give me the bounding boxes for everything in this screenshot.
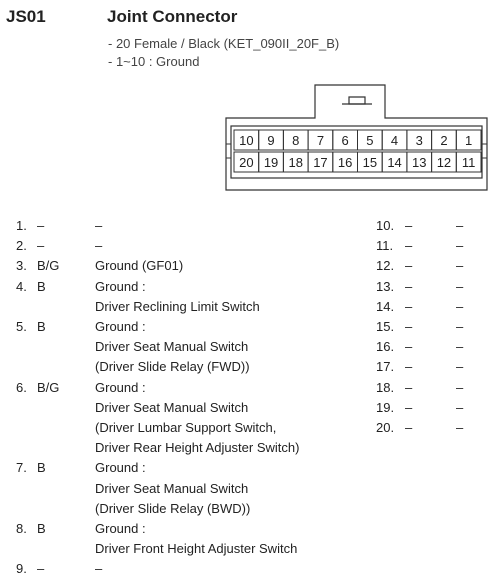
- wire-color: B/G: [37, 258, 60, 274]
- pin-description: Driver Seat Manual Switch: [95, 399, 249, 415]
- pin-description: Driver Reclining Limit Switch: [95, 298, 260, 314]
- pin-number-label: 11.: [376, 238, 394, 254]
- pin-number: 10: [239, 133, 254, 148]
- pin-number-label: 18.: [376, 379, 395, 395]
- wire-color: –: [405, 278, 413, 294]
- wire-color: –: [37, 218, 45, 233]
- connector-latch: [349, 97, 365, 104]
- pin-description: –: [456, 359, 464, 375]
- pin-description: –: [456, 339, 464, 355]
- wire-color: –: [37, 238, 45, 254]
- pin-description: Ground (GF01): [95, 258, 184, 274]
- pin-number: 3: [415, 133, 423, 148]
- pin-number: 18: [288, 155, 303, 170]
- pin-number: 1: [465, 133, 473, 148]
- wire-color: –: [405, 298, 413, 314]
- pin-number-label: 17.: [376, 359, 395, 375]
- pin-description: –: [456, 298, 464, 314]
- ground-range-note: - 1~10 : Ground: [108, 54, 200, 69]
- pin-description: –: [456, 420, 464, 435]
- pin-number-label: 7.: [16, 460, 27, 476]
- wire-color: –: [405, 258, 413, 274]
- wire-color: –: [405, 319, 413, 334]
- pin-number: 15: [362, 155, 378, 170]
- wire-color: B: [37, 278, 46, 294]
- pin-number-label: 14.: [376, 298, 395, 314]
- pin-description: –: [456, 278, 464, 294]
- pin-description: (Driver Lumbar Support Switch,: [95, 420, 277, 435]
- pin-description: Driver Front Height Adjuster Switch: [95, 541, 298, 557]
- pin-description: Ground :: [95, 278, 146, 294]
- pin-description: –: [95, 238, 103, 254]
- connector-housing: [226, 85, 487, 190]
- pin-number-label: 9.: [16, 561, 27, 577]
- pin-number-label: 20.: [376, 420, 395, 435]
- pin-description: (Driver Slide Relay (FWD)): [95, 359, 250, 375]
- pin-number: 13: [412, 155, 427, 170]
- pin-number-label: 1.: [16, 218, 27, 233]
- pin-number-label: 19.: [376, 399, 395, 415]
- pin-number: 7: [316, 133, 325, 148]
- connector-left-tab: [226, 144, 231, 158]
- pin-number-label: 2.: [16, 238, 27, 254]
- pin-number-label: 3.: [16, 258, 27, 274]
- pin-number: 4: [390, 133, 399, 148]
- pin-description: (Driver Slide Relay (BWD)): [95, 500, 251, 516]
- pin-number: 2: [440, 133, 448, 148]
- wire-color: –: [405, 359, 413, 375]
- pin-description: Ground :: [95, 521, 146, 536]
- pin-number-label: 12.: [376, 258, 395, 274]
- pin-description: –: [95, 218, 103, 233]
- pin-number-label: 15.: [376, 319, 395, 334]
- wire-color: B: [37, 319, 46, 334]
- pin-number: 16: [337, 155, 353, 170]
- pin-number: 9: [267, 133, 275, 148]
- wire-color: –: [405, 379, 413, 395]
- pin-number-label: 4.: [16, 278, 27, 294]
- pin-description: Driver Seat Manual Switch: [95, 339, 249, 355]
- connector-spec-note: - 20 Female / Black (KET_090II_20F_B): [108, 36, 340, 51]
- pin-description: –: [95, 561, 103, 577]
- wire-color: –: [37, 561, 45, 577]
- pin-description: –: [456, 319, 464, 334]
- connector-face-diagram: [0, 0, 500, 200]
- wire-color: –: [405, 218, 413, 233]
- pin-number-label: 6.: [16, 379, 27, 395]
- connector-code: JS01: [6, 7, 46, 26]
- pin-description: Driver Rear Height Adjuster Switch): [95, 440, 300, 456]
- pin-number-label: 10.: [376, 218, 395, 233]
- pin-description: –: [456, 399, 464, 415]
- wire-color: –: [405, 399, 413, 415]
- pin-number-label: 5.: [16, 319, 27, 334]
- pin-number: 14: [387, 155, 402, 170]
- pin-number: 6: [341, 133, 349, 148]
- pin-description: –: [456, 379, 464, 395]
- wire-color: B: [37, 460, 46, 476]
- pin-number-label: 13.: [376, 278, 395, 294]
- wire-color: B: [37, 521, 46, 536]
- wire-color: –: [405, 238, 413, 254]
- pin-number: 12: [436, 155, 452, 170]
- wire-color: B/G: [37, 379, 60, 395]
- pin-number: 5: [366, 133, 374, 148]
- pin-description: Ground :: [95, 379, 146, 395]
- pin-description: –: [456, 238, 464, 254]
- wire-color: –: [405, 420, 413, 435]
- pin-number: 17: [313, 155, 328, 170]
- pin-description: Ground :: [95, 319, 146, 334]
- pin-number: 19: [263, 155, 279, 170]
- pin-number: 11: [461, 155, 476, 170]
- pin-description: Driver Seat Manual Switch: [95, 480, 249, 496]
- pin-description: Ground :: [95, 460, 146, 476]
- pin-description: –: [456, 258, 464, 274]
- pin-number-label: 8.: [16, 521, 27, 536]
- connector-title: Joint Connector: [107, 7, 238, 26]
- pin-description: –: [456, 218, 464, 233]
- pin-number: 20: [239, 155, 254, 170]
- wire-color: –: [405, 339, 413, 355]
- pin-number-label: 16.: [376, 339, 395, 355]
- pin-number: 8: [292, 133, 300, 148]
- connector-right-tab: [482, 144, 487, 158]
